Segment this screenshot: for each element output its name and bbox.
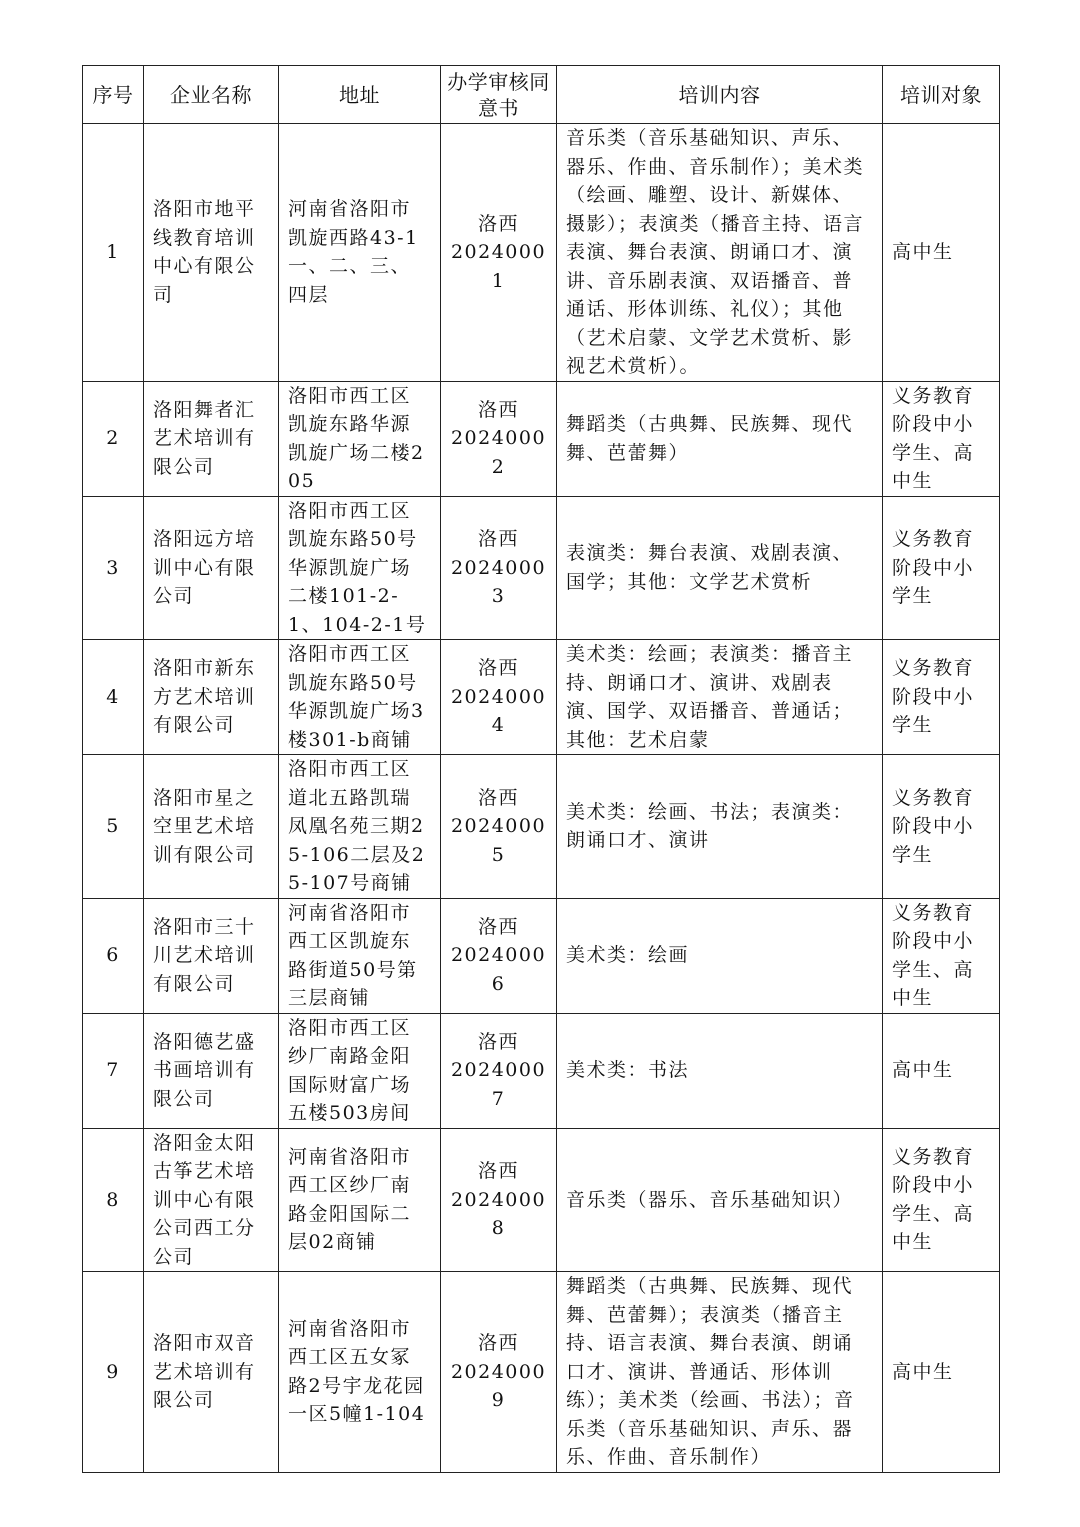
row-index: 4 — [83, 640, 144, 755]
table-row — [83, 1128, 1000, 1272]
approval-number: 20240001 — [450, 241, 547, 292]
table-row — [83, 755, 1000, 899]
header-target: 培训对象 — [883, 66, 1000, 124]
company-name: 洛阳远方培训中心有限公司 — [144, 496, 279, 640]
row-index: 7 — [83, 1013, 144, 1128]
training-content: 表演类：舞台表演、戏剧表演、国学；其他：文学艺术赏析 — [557, 496, 883, 640]
approval-prefix: 洛西 — [477, 1030, 519, 1053]
company-name: 洛阳市双音艺术培训有限公司 — [144, 1272, 279, 1473]
header-company: 企业名称 — [144, 66, 279, 124]
address: 河南省洛阳市凯旋西路43-1一、二、三、四层 — [279, 124, 441, 382]
address: 洛阳市西工区凯旋东路华源凯旋广场二楼205 — [279, 381, 441, 496]
training-content: 美术类：绘画 — [557, 898, 883, 1013]
table-row — [83, 898, 1000, 1013]
approval-number: 20240002 — [450, 427, 547, 478]
training-target: 义务教育阶段中小学生 — [883, 496, 1000, 640]
row-index: 6 — [83, 898, 144, 1013]
table-row — [83, 124, 1000, 382]
row-index: 2 — [83, 381, 144, 496]
training-content: 舞蹈类（古典舞、民族舞、现代舞、芭蕾舞） — [557, 381, 883, 496]
approval-number: 20240004 — [450, 685, 547, 737]
address: 洛阳市西工区道北五路凯瑞凤凰名苑三期25-106二层及25-107号商铺 — [279, 755, 441, 899]
approval-prefix: 洛西 — [477, 1332, 519, 1354]
training-target: 义务教育阶段中小学生 — [883, 755, 1000, 899]
approval-cert — [441, 755, 557, 899]
table-row — [83, 381, 1000, 496]
company-name: 洛阳舞者汇艺术培训有限公司 — [144, 381, 279, 496]
header-address: 地址 — [279, 66, 441, 124]
approval-number: 20240009 — [450, 1360, 547, 1411]
company-name: 洛阳德艺盛书画培训有限公司 — [144, 1013, 279, 1128]
approval-number: 20240003 — [450, 556, 547, 607]
approval-prefix: 洛西 — [477, 528, 519, 550]
institution-table — [82, 65, 1000, 1473]
training-content: 音乐类（音乐基础知识、声乐、器乐、作曲、音乐制作）；美术类（绘画、雕塑、设计、新媒体、摄影）；表演类（播音主持、语言表演、舞台表演、朗诵口才、演讲、音乐剧表演、双语播音、普通话、形体训练、礼仪）；其他（艺术启蒙、文学艺术赏析、影视艺术赏析）。 — [557, 124, 883, 382]
approval-cert — [441, 1272, 557, 1473]
training-target: 义务教育阶段中小学生 — [883, 640, 1000, 755]
approval-cert — [441, 381, 557, 496]
company-name: 洛阳市新东方艺术培训有限公司 — [144, 640, 279, 755]
header-index: 序号 — [83, 66, 144, 124]
training-content: 美术类：书法 — [557, 1013, 883, 1128]
address: 洛阳市西工区凯旋东路50号华源凯旋广场3楼301-b商铺 — [279, 640, 441, 755]
training-content: 音乐类（器乐、音乐基础知识） — [557, 1128, 883, 1272]
training-content: 舞蹈类（古典舞、民族舞、现代舞、芭蕾舞）；表演类（播音主持、语言表演、舞台表演、朗诵口才、演讲、普通话、形体训练）；美术类（绘画、书法）；音乐类（音乐基础知识、声乐、器乐、作曲、音乐制作） — [557, 1272, 883, 1473]
header-content: 培训内容 — [557, 66, 883, 124]
training-target: 高中生 — [883, 124, 1000, 382]
company-name: 洛阳市地平线教育培训中心有限公司 — [144, 124, 279, 382]
approval-prefix: 洛西 — [477, 1160, 519, 1182]
header-approval: 办学审核同意书 — [441, 66, 557, 124]
table-row — [83, 1013, 1000, 1128]
approval-prefix: 洛西 — [477, 212, 519, 235]
approval-prefix: 洛西 — [477, 398, 519, 421]
approval-number: 20240006 — [450, 944, 547, 995]
training-target: 义务教育阶段中小学生、高中生 — [883, 1128, 1000, 1272]
row-index: 3 — [83, 496, 144, 640]
approval-cert — [441, 496, 557, 640]
approval-number: 20240005 — [450, 815, 547, 866]
address: 河南省洛阳市西工区凯旋东路街道50号第三层商铺 — [279, 898, 441, 1013]
training-content: 美术类：绘画；表演类：播音主持、朗诵口才、演讲、戏剧表演、国学、双语播音、普通话；其他：艺术启蒙 — [557, 640, 883, 755]
table-row — [83, 496, 1000, 640]
training-content: 美术类：绘画、书法；表演类：朗诵口才、演讲 — [557, 755, 883, 899]
approval-cert — [441, 898, 557, 1013]
approval-prefix: 洛西 — [477, 657, 519, 680]
address: 洛阳市西工区凯旋东路50号华源凯旋广场二楼101-2-1、104-2-1号 — [279, 496, 441, 640]
approval-number: 20240008 — [450, 1188, 547, 1239]
approval-cert — [441, 124, 557, 382]
training-target: 高中生 — [883, 1013, 1000, 1128]
approval-cert — [441, 1128, 557, 1272]
company-name: 洛阳市星之空里艺术培训有限公司 — [144, 755, 279, 899]
row-index: 8 — [83, 1128, 144, 1272]
approval-prefix: 洛西 — [477, 786, 519, 809]
training-target: 义务教育阶段中小学生、高中生 — [883, 898, 1000, 1013]
approval-cert — [441, 1013, 557, 1128]
address: 河南省洛阳市西工区纱厂南路金阳国际二层02商铺 — [279, 1128, 441, 1272]
table-header-row — [83, 66, 1000, 124]
address: 河南省洛阳市西工区五女冢路2号宇龙花园一区5幢1-104 — [279, 1272, 441, 1473]
approval-prefix: 洛西 — [477, 915, 519, 938]
training-target: 义务教育阶段中小学生、高中生 — [883, 381, 1000, 496]
row-index: 9 — [83, 1272, 144, 1473]
table-row — [83, 1272, 1000, 1473]
company-name: 洛阳金太阳古筝艺术培训中心有限公司西工分公司 — [144, 1128, 279, 1272]
approval-cert — [441, 640, 557, 755]
address: 洛阳市西工区纱厂南路金阳国际财富广场五楼503房间 — [279, 1013, 441, 1128]
row-index: 1 — [83, 124, 144, 382]
training-target: 高中生 — [883, 1272, 1000, 1473]
table-row — [83, 640, 1000, 755]
row-index: 5 — [83, 755, 144, 899]
approval-number: 20240007 — [450, 1059, 547, 1110]
company-name: 洛阳市三十川艺术培训有限公司 — [144, 898, 279, 1013]
